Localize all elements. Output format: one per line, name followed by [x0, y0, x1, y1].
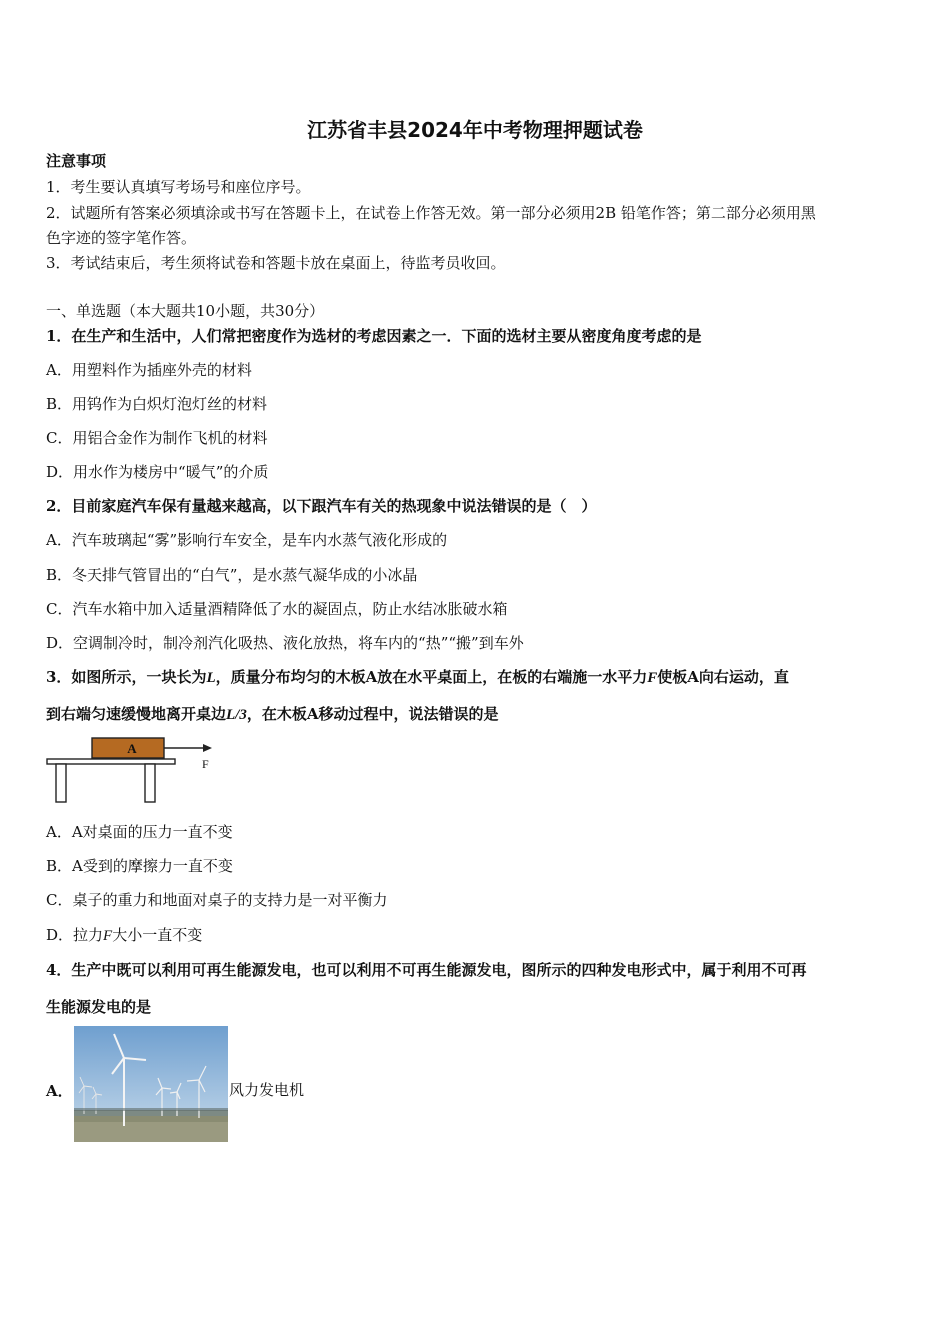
q1-option-c: C．用铝合金作为制作飞机的材料: [46, 429, 268, 447]
q1-option-b: B．用钨作为白炽灯泡灯丝的材料: [46, 395, 268, 413]
q1-option-d: D．用水作为楼房中“暖气”的介质: [46, 463, 269, 481]
force-label: F: [202, 757, 209, 771]
notice-item: 3．考试结束后，考生须将试卷和答题卡放在桌面上，待监考员收回。: [46, 254, 506, 272]
question-1-stem: 1．在生产和生活中，人们常把密度作为选材的考虑因素之一．下面的选材主要从密度角度考虑的是: [46, 327, 702, 345]
question-3-stem-line1: 3．如图所示，一块长为L，质量分布均匀的木板A放在水平桌面上，在板的右端施一水平力F使板A向右运动，直: [46, 668, 789, 686]
q3-option-c: C．桌子的重力和地面对桌子的支持力是一对平衡力: [46, 891, 388, 909]
page-title: 江苏省丰县2024年中考物理押题试卷: [307, 118, 643, 142]
notice-item: 1．考生要认真填写考场号和座位序号。: [46, 178, 311, 196]
board-label: A: [127, 741, 137, 756]
notice-item: 2．试题所有答案必须填涂或书写在答题卡上，在试卷上作答无效。第一部分必须用2B 铅笔作答；第二部分必须用黑: [46, 204, 816, 222]
q1-option-a: A．用塑料作为插座外壳的材料: [46, 361, 252, 379]
q3-option-b: B．A受到的摩擦力一直不变: [46, 857, 233, 875]
table-leg-left: [56, 764, 66, 802]
q3-option-d: D．拉力F大小一直不变: [46, 926, 203, 944]
q2-option-c: C．汽车水箱中加入适量酒精降低了水的凝固点，防止水结冰胀破水箱: [46, 600, 508, 618]
q4-option-a-letter: A．: [46, 1082, 73, 1100]
question-2-stem: 2．目前家庭汽车保有量越来越高，以下跟汽车有关的热现象中说法错误的是（ ）: [46, 497, 597, 515]
q2-option-b: B．冬天排气管冒出的“白气”，是水蒸气凝华成的小冰晶: [46, 566, 418, 584]
table-leg-right: [145, 764, 155, 802]
table-top: [47, 759, 175, 764]
section-heading: 一、单选题（本大题共10小题，共30分）: [46, 302, 325, 320]
q4-option-a-caption: 风力发电机: [229, 1081, 305, 1099]
force-arrow-head: [203, 744, 212, 752]
notice-item: 色字迹的签字笔作答。: [46, 229, 197, 247]
question-4-stem-line2: 生能源发电的是: [46, 998, 152, 1016]
wind-turbine-photo: [74, 1026, 228, 1142]
question-3-stem-line2: 到右端匀速缓慢地离开桌边L/3，在木板A移动过程中，说法错误的是: [46, 705, 499, 723]
table-board-diagram: [44, 734, 219, 806]
notice-heading: 注意事项: [46, 152, 107, 170]
q3-option-a: A．A对桌面的压力一直不变: [46, 823, 233, 841]
question-4-stem-line1: 4．生产中既可以利用可再生能源发电，也可以利用不可再生能源发电，图所示的四种发电形式中，属于利用不可再: [46, 961, 807, 979]
q2-option-a: A．汽车玻璃起“雾”影响行车安全，是车内水蒸气液化形成的: [46, 531, 448, 549]
q2-option-d: D．空调制冷时，制冷剂汽化吸热、液化放热，将车内的“热”“搬”到车外: [46, 634, 524, 652]
